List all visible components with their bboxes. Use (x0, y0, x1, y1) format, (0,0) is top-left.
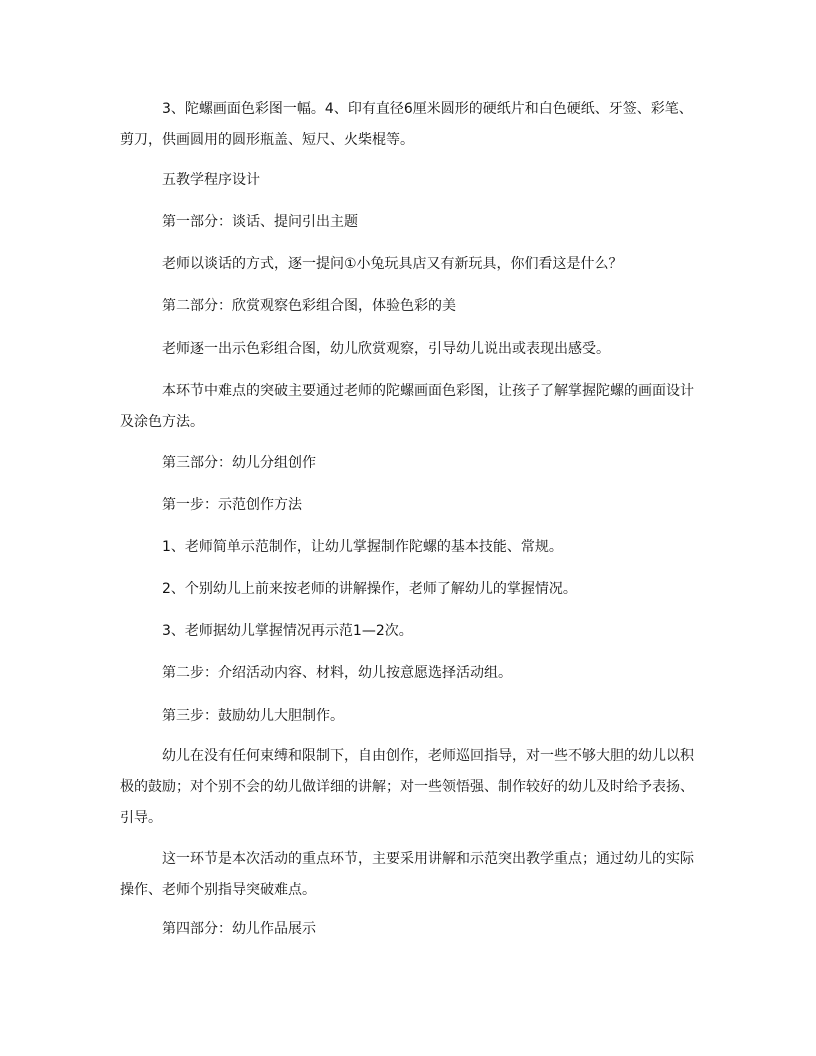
step-two-heading: 第二步：介绍活动内容、材料，幼儿按意愿选择活动组。 (162, 665, 512, 681)
paragraph-materials: 3、陀螺画面色彩图一幅。4、印有直径6厘米圆形的硬纸片和白色硬纸、牙签、彩笔、剪刀，供画圆用的圆形瓶盖、短尺、火柴棍等。 (120, 101, 693, 148)
part-four-heading: 第四部分：幼儿作品展示 (162, 921, 316, 937)
part-one-heading: 第一部分：谈话、提问引出主题 (162, 214, 358, 230)
paragraph-teacher-questions: 老师以谈话的方式，逐一提问①小兔玩具店又有新玩具，你们看这是什么？ (162, 256, 623, 272)
list-item-3: 3、老师据幼儿掌握情况再示范1—2次。 (162, 623, 413, 639)
list-item-2: 2、个别幼儿上前来按老师的讲解操作，老师了解幼儿的掌握情况。 (162, 581, 577, 597)
step-three-heading: 第三步：鼓励幼儿大胆制作。 (162, 708, 344, 724)
paragraph-key-section: 这一环节是本次活动的重点环节，主要采用讲解和示范突出教学重点；通过幼儿的实际操作、老师个别指导突破难点。 (120, 851, 694, 898)
section-heading-teaching-design: 五教学程序设计 (162, 172, 260, 188)
step-one-heading: 第一步：示范创作方法 (162, 497, 302, 513)
paragraph-difficulty-breakthrough: 本环节中难点的突破主要通过老师的陀螺画面色彩图，让孩子了解掌握陀螺的画面设计及涂色方法。 (120, 383, 694, 430)
part-three-heading: 第三部分：幼儿分组创作 (162, 455, 316, 471)
paragraph-show-color-charts: 老师逐一出示色彩组合图，幼儿欣赏观察，引导幼儿说出或表现出感受。 (162, 341, 610, 357)
paragraph-free-creation: 幼儿在没有任何束缚和限制下，自由创作，老师巡回指导，对一些不够大胆的幼儿以积极的鼓励；对个别不会的幼儿做详细的讲解；对一些领悟强、制作较好的幼儿及时给予表扬、引导。 (120, 748, 694, 826)
list-item-1: 1、老师简单示范制作，让幼儿掌握制作陀螺的基本技能、常规。 (162, 539, 563, 555)
part-two-heading: 第二部分：欣赏观察色彩组合图，体验色彩的美 (162, 298, 456, 314)
